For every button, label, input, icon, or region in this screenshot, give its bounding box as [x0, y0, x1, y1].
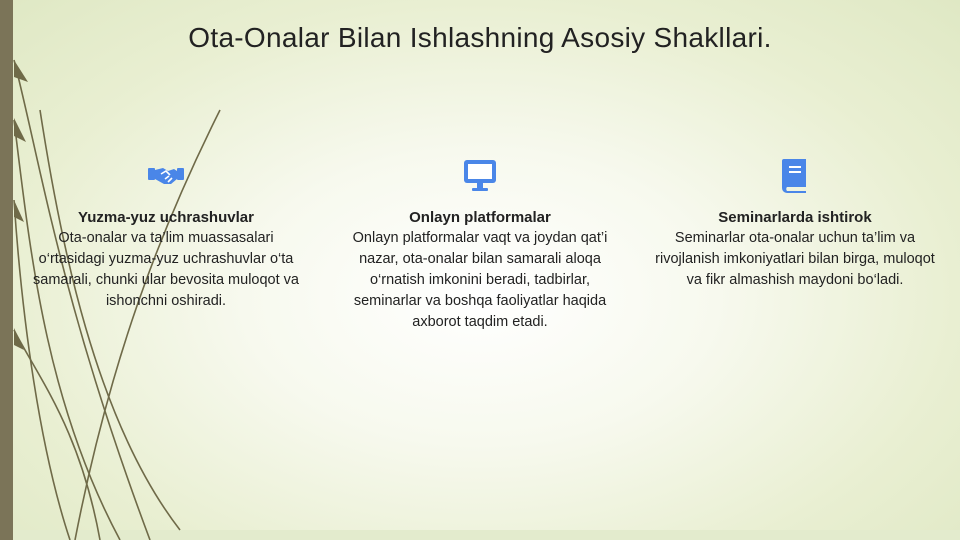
monitor-icon	[460, 155, 500, 195]
page-title: Ota-Onalar Bilan Ishlashning Asosiy Shakllari.	[188, 22, 772, 53]
book-icon	[775, 155, 815, 195]
left-accent-bar	[0, 0, 13, 540]
column-onlayn	[340, 155, 620, 333]
column-seminarlar	[650, 155, 940, 291]
column-text: Seminarlar ota-onalar uchun ta’lim va rivojlanish imkoniyatlari bilan birga, muloqot va fikr almashish maydoni bo‘ladi.	[655, 230, 935, 288]
column-heading: Yuzma-yuz uchrashuvlar	[78, 209, 254, 226]
column-text: Ota-onalar va ta’lim muassasalari o‘rtasidagi yuzma-yuz uchrashuvlar o‘ta samarali, chunki ular bevosita muloqot va ishonchni oshiradi.	[33, 230, 299, 309]
column-text: Onlayn platformalar vaqt va joydan qat’i nazar, ota-onalar bilan samarali aloqa o‘rnatish imkonini beradi, tadbirlar, seminarlar va boshqa faoliyatlar haqida axborot taqdim etadi.	[352, 230, 608, 330]
column-heading: Onlayn platformalar	[409, 209, 551, 226]
column-yuzma-yuz	[28, 155, 304, 312]
bottom-band	[13, 530, 960, 540]
column-heading: Seminarlarda ishtirok	[718, 209, 872, 226]
handshake-icon	[146, 155, 186, 195]
